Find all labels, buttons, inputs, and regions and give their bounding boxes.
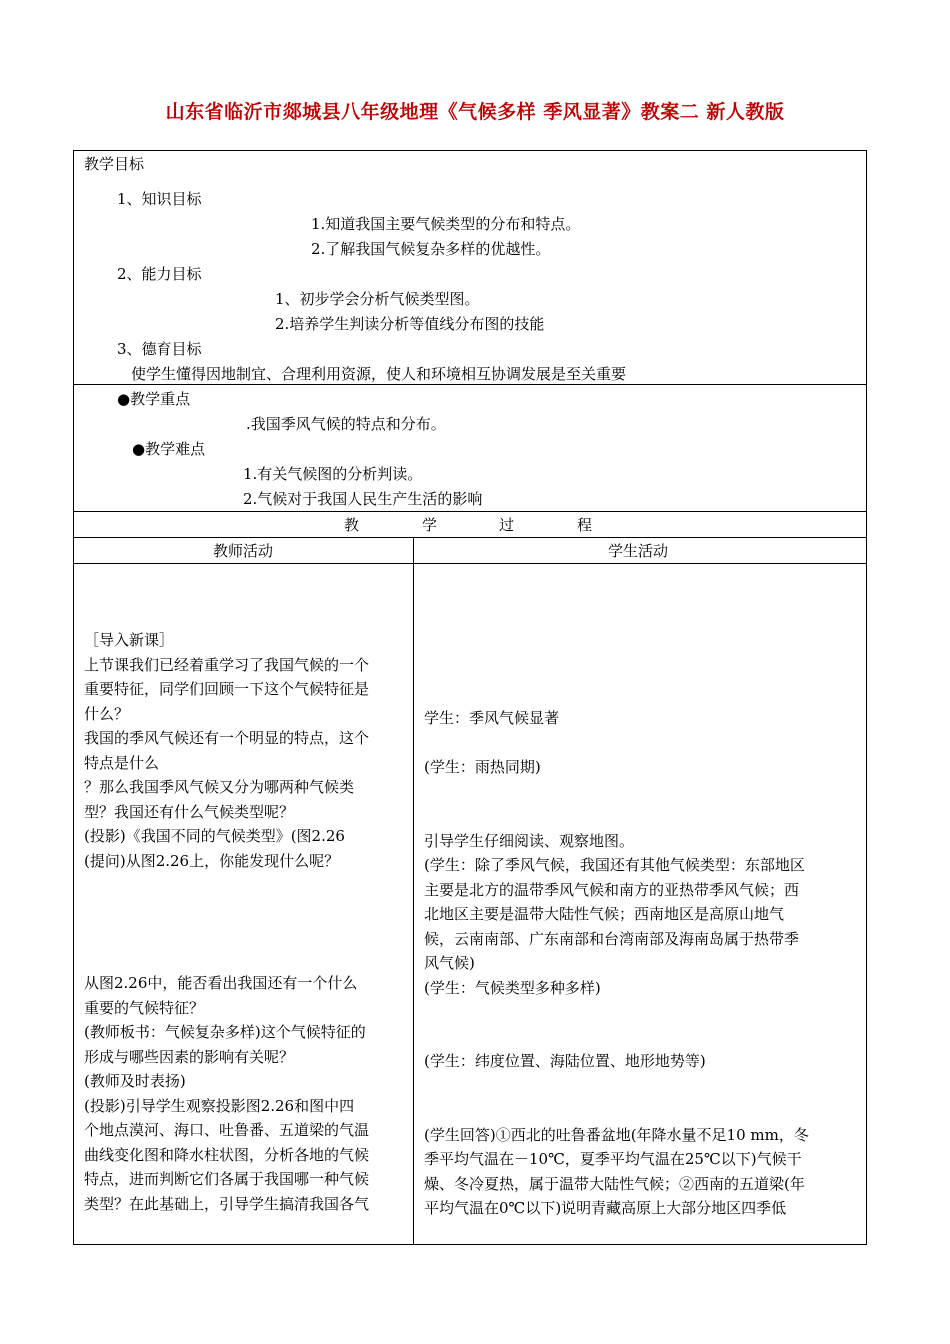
difficulty-item: 2.气候对于我国人民生产生活的影响 (243, 490, 483, 508)
objectives-heading: 教学目标 (84, 155, 145, 173)
student-line: 北地区主要是温带大陆性气候；西南地区是高原山地气 (424, 905, 785, 923)
column-divider (413, 537, 414, 1245)
student-line (424, 1074, 860, 1099)
difficulty-item: 1.有关气候图的分析判读。 (243, 465, 423, 483)
student-line: (学生：雨热同期) (424, 758, 541, 776)
teacher-line: 上节课我们已经着重学习了我国气候的一个 (84, 655, 370, 674)
process-header-char: 学 (422, 516, 438, 534)
teacher-line: 重要的气候特征？ (84, 998, 205, 1017)
student-line (424, 804, 860, 829)
teacher-line: 类型？在此基础上，引导学生搞清我国各气 (84, 1194, 370, 1213)
ability-goal-item: 2.培养学生判读分析等值线分布图的技能 (275, 315, 545, 333)
knowledge-goal-item: 1.知道我国主要气候类型的分布和特点。 (311, 215, 581, 233)
teacher-line: (教师及时表扬) (84, 1072, 186, 1090)
teacher-activity-header: 教师活动 (213, 542, 274, 560)
student-line: 学生：季风气候显著 (424, 709, 560, 727)
teacher-line: (教师板书：气候复杂多样)这个气候特征的 (84, 1023, 366, 1041)
teacher-line: (投影)引导学生观察投影图2.26和图中四 (84, 1096, 355, 1115)
process-header-char: 过 (499, 516, 515, 534)
divider-process-header (73, 537, 867, 538)
student-line: 燥、冬冷夏热，属于温带大陆性气候；②西南的五道梁(年 (424, 1174, 805, 1193)
teacher-line (84, 922, 406, 947)
teacher-line (84, 947, 406, 972)
student-line (424, 1098, 860, 1123)
student-line: (学生：气候类型多种多样) (424, 978, 601, 997)
student-line (424, 731, 860, 756)
student-line (424, 1025, 860, 1050)
teacher-activity-column (84, 628, 406, 1216)
moral-goal-text: 使学生懂得因地制宜、合理利用资源，使人和环境相互协调发展是至关重要 (131, 365, 627, 383)
teacher-line: 特点是什么 (84, 753, 160, 772)
divider-keypoints (73, 511, 867, 512)
teacher-line: 从图2.26中，能否看出我国还有一个什么 (84, 974, 358, 992)
student-activity-header: 学生活动 (608, 542, 669, 560)
difficulty-label: ●教学难点 (132, 440, 206, 458)
student-line: 平均气温在0℃以下)说明青藏高原上大部分地区四季低 (424, 1199, 787, 1217)
student-line: 主要是北方的温带季风气候和南方的亚热带季风气候；西 (424, 880, 800, 899)
teacher-line (84, 898, 406, 923)
student-line: 季平均气温在－10℃，夏季平均气温在25℃以下)气候干 (424, 1150, 802, 1168)
ability-goal-item: 1、初步学会分析气候类型图。 (275, 290, 480, 308)
student-line (424, 780, 860, 805)
student-line: (学生回答)①西北的吐鲁番盆地(年降水量不足10 mm，冬 (424, 1125, 809, 1144)
document-title: 山东省临沂市郯城县八年级地理《气候多样 季风显著》教案二 新人教版 (165, 101, 785, 123)
teacher-line: 我国的季风气候还有一个明显的特点，这个 (84, 729, 370, 747)
student-line: (学生：除了季风气候，我国还有其他气候类型：东部地区 (424, 856, 805, 874)
teacher-line: 形成与哪些因素的影响有关呢？ (84, 1047, 295, 1066)
teacher-line: 个地点漠河、海口、吐鲁番、五道梁的气温 (84, 1121, 370, 1139)
teacher-line: ？那么我国季风气候又分为哪两种气候类 (84, 778, 355, 796)
teacher-line: 曲线变化图和降水柱状图，分析各地的气候 (84, 1145, 370, 1164)
divider-columns-header (73, 563, 867, 564)
teacher-line: 什么？ (84, 704, 130, 723)
teacher-line: (提问)从图2.26上，你能发现什么呢？ (84, 851, 340, 870)
divider-objectives (73, 384, 867, 385)
teacher-line: (投影)《我国不同的气候类型》(图2.26 (84, 827, 345, 845)
process-header-char: 教 (344, 516, 360, 534)
focus-label: ●教学重点 (117, 390, 191, 408)
process-header-char: 程 (577, 516, 593, 534)
moral-goal-label: 3、德育目标 (117, 340, 202, 358)
student-line: 候，云南南部、广东南部和台湾南部及海南岛属于热带季 (424, 929, 800, 948)
teacher-line: ［导入新课］ (84, 631, 175, 649)
teacher-line: 特点，进而判断它们各属于我国哪一种气候 (84, 1170, 370, 1188)
student-line (424, 1000, 860, 1025)
teacher-line: 重要特征，同学们回顾一下这个气候特征是 (84, 680, 370, 698)
teacher-line: 型？我国还有什么气候类型呢？ (84, 802, 295, 821)
student-line: 风气候) (424, 954, 475, 972)
knowledge-goal-label: 1、知识目标 (117, 190, 202, 208)
knowledge-goal-item: 2.了解我国气候复杂多样的优越性。 (311, 240, 551, 258)
student-line: (学生：纬度位置、海陆位置、地形地势等) (424, 1052, 706, 1070)
student-line: 引导学生仔细阅读、观察地图。 (424, 831, 635, 850)
student-activity-column (424, 706, 860, 1221)
teacher-line (84, 873, 406, 898)
ability-goal-label: 2、能力目标 (117, 265, 202, 283)
focus-text: .我国季风气候的特点和分布。 (246, 415, 446, 433)
